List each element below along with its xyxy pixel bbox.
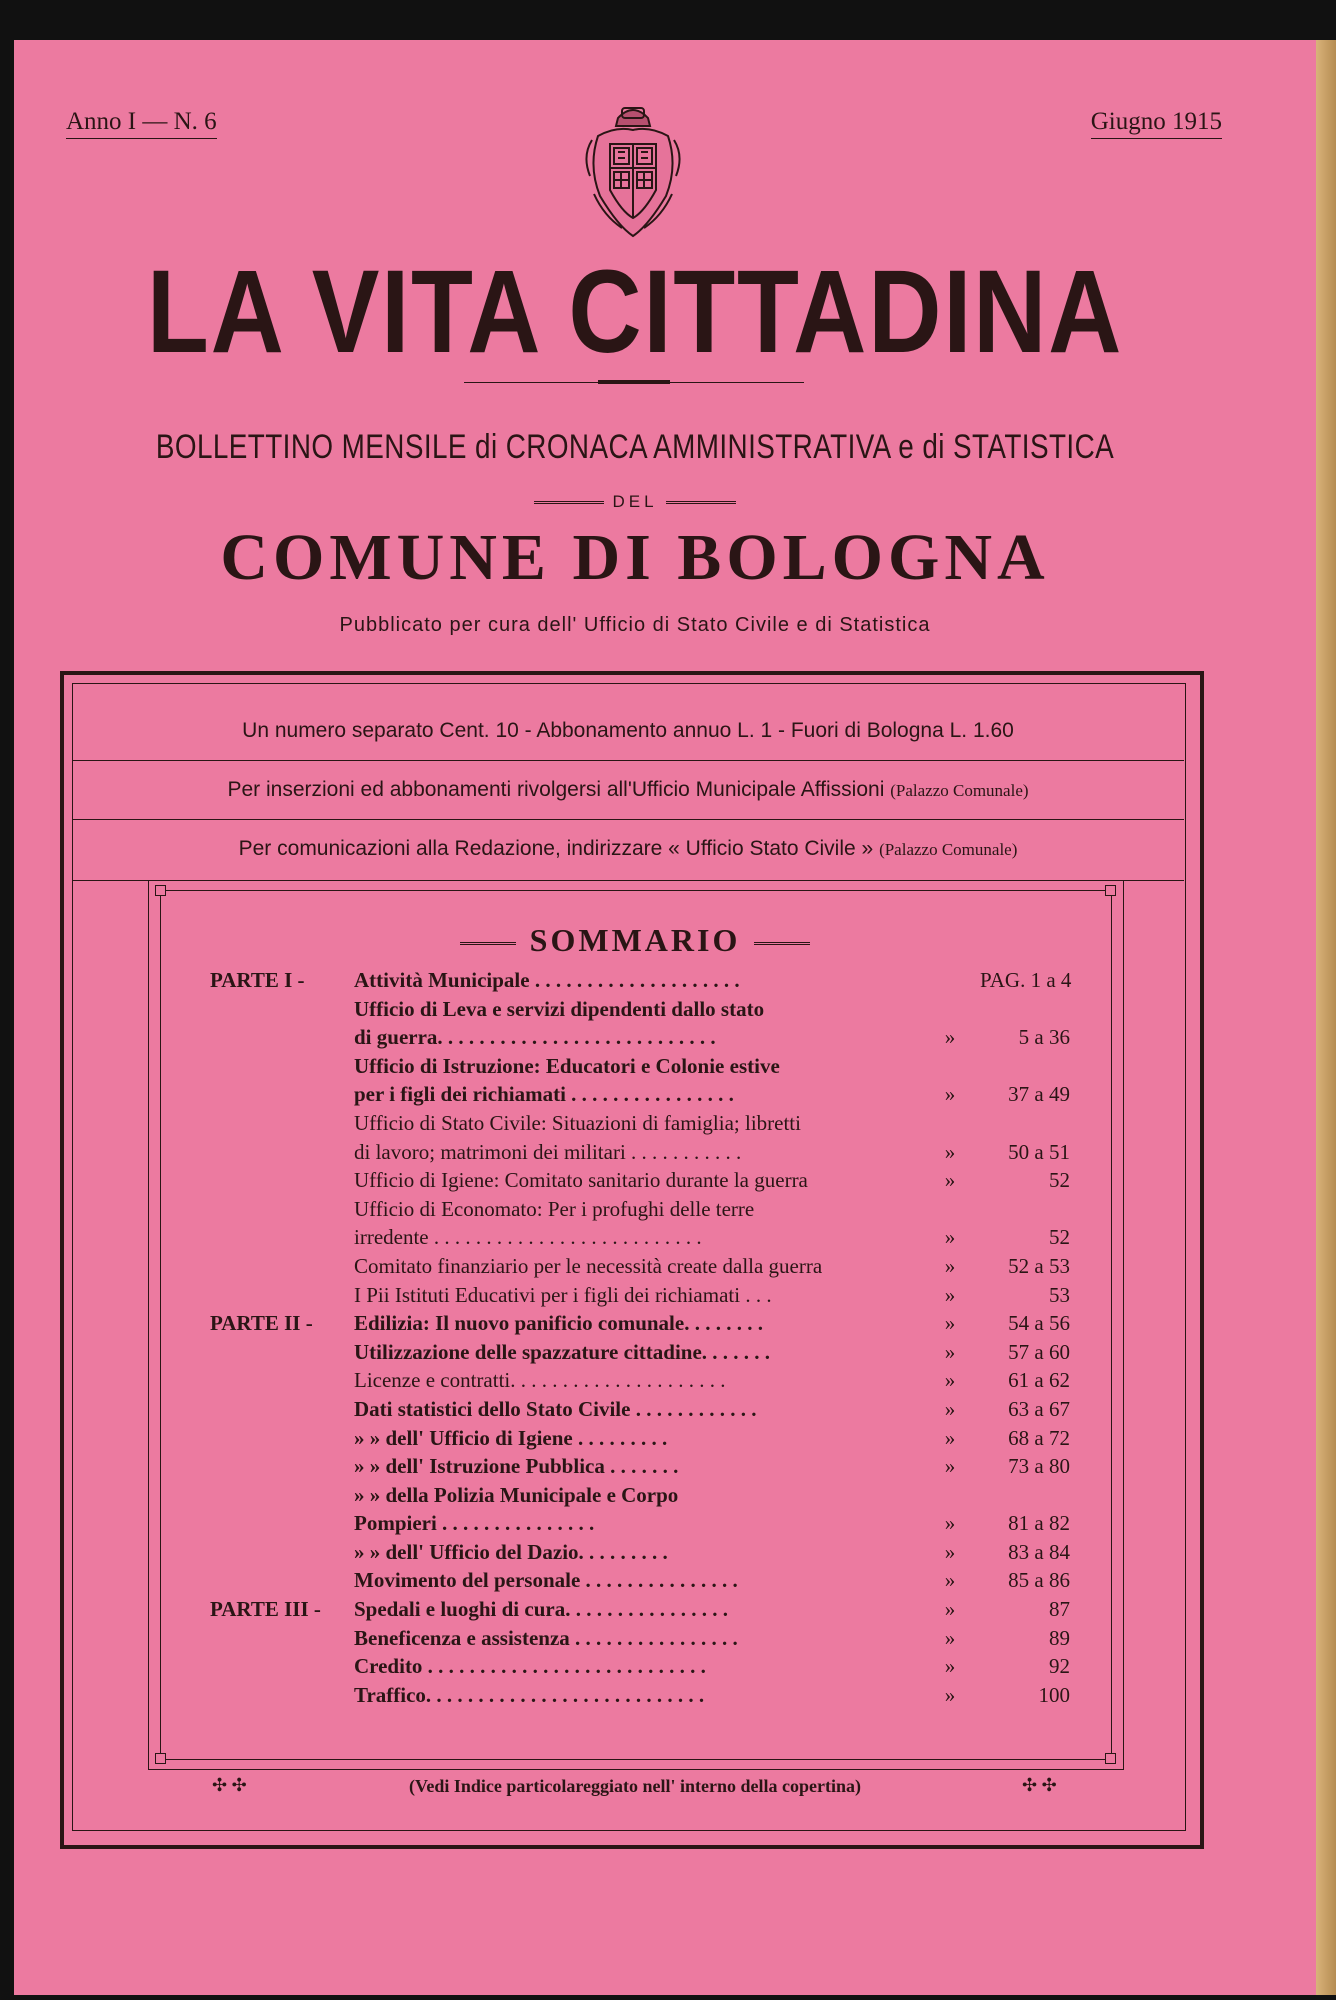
toc-pages: PAG. 1 a 4 (980, 968, 1072, 992)
info-redazione (72, 820, 1184, 878)
toc-entry: Movimento del personale . . . . . . . . . . . . . . . (354, 1568, 738, 1593)
toc-part: PARTE I - (210, 968, 305, 992)
toc-mark: » (944, 1139, 956, 1164)
toc-pages: 5 a 36 (1018, 1025, 1070, 1050)
toc-mark: » (944, 1082, 956, 1107)
toc-entry: Dati statistici dello Stato Civile . . . . . . . . . . . . (354, 1396, 757, 1421)
corner-square (155, 885, 166, 896)
masthead-title: LA VITA CITTADINA (146, 246, 1124, 378)
info-prices (72, 702, 1184, 761)
bologna-coat-of-arms-icon (578, 96, 688, 242)
toc-row (210, 1052, 1070, 1081)
toc-entry: Ufficio di Economato: Per i profughi delle terre (354, 1196, 755, 1221)
toc-row (210, 1223, 1070, 1252)
masthead-subtitle: BOLLETTINO MENSILE di CRONACA AMMINISTRATIVA e di STATISTICA (155, 428, 1115, 466)
toc-row (210, 1424, 1070, 1453)
toc-pages: 83 a 84 (1008, 1539, 1070, 1564)
toc-row (210, 1338, 1070, 1367)
toc-mark: » (944, 1253, 956, 1278)
toc-mark: » (944, 1225, 956, 1250)
toc-pages: 50 a 51 (1008, 1139, 1070, 1164)
corner-square (1105, 885, 1116, 896)
toc-row (210, 1138, 1070, 1167)
toc-entry: Pompieri . . . . . . . . . . . . . . . (354, 1511, 595, 1536)
toc-pages: 54 a 56 (1008, 1311, 1070, 1336)
toc-entry: Utilizzazione delle spazzature cittadine. . . . . . . (354, 1339, 771, 1364)
toc-row (210, 1309, 1070, 1338)
toc-pages: 37 a 49 (1008, 1082, 1070, 1107)
toc-row (210, 1652, 1070, 1681)
toc-entry: Edilizia: Il nuovo panificio comunale. . . . . . . . (354, 1311, 763, 1336)
toc-row (210, 1395, 1070, 1424)
toc-entry: » » dell' Istruzione Pubblica . . . . . . . (354, 1454, 679, 1479)
toc-pages: 81 a 82 (1008, 1511, 1070, 1536)
toc-entry: » » dell' Ufficio del Dazio. . . . . . . . . (354, 1539, 668, 1564)
inserzioni-note: (Palazzo Comunale) (890, 781, 1029, 800)
toc-pages: 89 (1049, 1625, 1070, 1650)
toc-mark: » (944, 1396, 956, 1421)
toc-entry: irredente . . . . . . . . . . . . . . . . . . . . . . . . . . (354, 1225, 702, 1250)
toc-pages: 52 (1049, 1225, 1070, 1250)
toc-pages: 87 (1049, 1597, 1070, 1622)
toc-row (210, 1366, 1070, 1395)
toc-pages: 52 (1049, 1168, 1070, 1193)
issue-number: Anno I — N. 6 (66, 108, 217, 139)
toc-pages: 61 a 62 (1008, 1368, 1070, 1393)
toc-pages: 68 a 72 (1008, 1425, 1070, 1450)
toc-row (210, 1166, 1070, 1195)
toc-mark: » (944, 1282, 956, 1307)
toc-row (210, 1481, 1070, 1510)
toc-mark: » (944, 1168, 956, 1193)
toc-entry: Spedali e luoghi di cura. . . . . . . . . . . . . . . . (354, 1597, 728, 1622)
toc-mark: » (944, 1539, 956, 1564)
toc-entry: Beneficenza e assistenza . . . . . . . . . . . . . . . . (354, 1625, 738, 1650)
toc-pages: 73 a 80 (1008, 1454, 1070, 1479)
toc-row (210, 1080, 1070, 1109)
comune-title: COMUNE DI BOLOGNA (220, 521, 1050, 594)
toc-entry: Ufficio di Igiene: Comitato sanitario durante la guerra (354, 1168, 808, 1193)
sommario-title: SOMMARIO (529, 922, 741, 958)
toc-mark: » (944, 1339, 956, 1364)
table-of-contents (210, 966, 1070, 1709)
toc-entry: I Pii Istituti Educativi per i figli dei richiamati . . . (354, 1282, 772, 1307)
toc-row (210, 1195, 1070, 1224)
toc-entry: Licenze e contratti. . . . . . . . . . . . . . . . . . . . . (354, 1368, 726, 1393)
toc-row (210, 1109, 1070, 1138)
toc-pages: 63 a 67 (1008, 1396, 1070, 1421)
toc-mark: » (944, 1682, 956, 1707)
issue-date: Giugno 1915 (1091, 108, 1222, 139)
toc-entry: di guerra. . . . . . . . . . . . . . . . . . . . . . . . . . . (354, 1025, 716, 1050)
toc-part: PARTE III - (210, 1597, 321, 1622)
toc-pages: 85 a 86 (1008, 1568, 1070, 1593)
corner-square (1105, 1753, 1116, 1764)
info-inserzioni (72, 761, 1184, 820)
toc-entry: Comitato finanziario per le necessità create dalla guerra (354, 1253, 823, 1278)
toc-pages: 52 a 53 (1008, 1253, 1070, 1278)
toc-row (210, 1281, 1070, 1310)
toc-entry: Ufficio di Istruzione: Educatori e Colonie estive (354, 1053, 780, 1078)
del-label: DEL (612, 492, 658, 511)
toc-row (210, 1452, 1070, 1481)
toc-entry: » » della Polizia Municipale e Corpo (354, 1482, 679, 1507)
toc-mark: » (944, 1597, 956, 1622)
toc-entry: Attività Municipale . . . . . . . . . . . . . . . . . . . . (354, 968, 740, 992)
redazione-note: (Palazzo Comunale) (879, 840, 1018, 859)
toc-row (210, 966, 1070, 995)
sommario-heading (0, 922, 1270, 959)
toc-pages: 92 (1049, 1654, 1070, 1679)
toc-entry: per i figli dei richiamati . . . . . . . . . . . . . . . . (354, 1082, 734, 1107)
toc-row (210, 1023, 1070, 1052)
toc-row (210, 1538, 1070, 1567)
toc-row (210, 1509, 1070, 1538)
toc-entry: » » dell' Ufficio di Igiene . . . . . . . . . (354, 1425, 668, 1450)
toc-mark: » (944, 1654, 956, 1679)
toc-row (210, 1681, 1070, 1710)
toc-mark: » (944, 1568, 956, 1593)
toc-mark: » (944, 1454, 956, 1479)
toc-mark: » (944, 1311, 956, 1336)
inserzioni-text: Per inserzioni ed abbonamenti rivolgersi all'Ufficio Municipale Affissioni (227, 778, 885, 801)
toc-mark: » (944, 1511, 956, 1536)
toc-row (210, 995, 1070, 1024)
title-rule-accent (598, 380, 670, 384)
toc-entry: Credito . . . . . . . . . . . . . . . . . . . . . . . . . . . (354, 1654, 706, 1679)
ornament-left: ✣ ✣ (212, 1775, 247, 1795)
footer-note: (Vedi Indice particolareggiato nell' interno della copertina) (409, 1776, 861, 1796)
toc-pages: 100 (1038, 1682, 1070, 1707)
toc-row (210, 1624, 1070, 1653)
toc-mark: » (944, 1025, 956, 1050)
corner-square (155, 1753, 166, 1764)
toc-part: PARTE II - (210, 1311, 313, 1336)
toc-entry: Traffico. . . . . . . . . . . . . . . . . . . . . . . . . . . (354, 1682, 705, 1707)
toc-pages: 57 a 60 (1008, 1339, 1070, 1364)
toc-row (210, 1252, 1070, 1281)
toc-mark: » (944, 1425, 956, 1450)
redazione-text: Per comunicazioni alla Redazione, indirizzare « Ufficio Stato Civile » (238, 837, 874, 860)
del-line (0, 492, 1270, 512)
toc-entry: Ufficio di Leva e servizi dipendenti dallo stato (354, 996, 765, 1021)
binding-spine (1316, 40, 1336, 1995)
published-by: Pubblicato per cura dell' Ufficio di Stato Civile e di Statistica (339, 614, 931, 636)
toc-pages: 53 (1049, 1282, 1070, 1307)
toc-entry: Ufficio di Stato Civile: Situazioni di famiglia; libretti (354, 1110, 801, 1135)
toc-mark: » (944, 1625, 956, 1650)
toc-entry: di lavoro; matrimoni dei militari . . . . . . . . . . . (354, 1139, 742, 1164)
ornament-right: ✣ ✣ (1022, 1775, 1057, 1795)
toc-mark: » (944, 1368, 956, 1393)
prices-text: Un numero separato Cent. 10 - Abbonamento annuo L. 1 - Fuori di Bologna L. 1.60 (242, 719, 1014, 742)
toc-row (210, 1566, 1070, 1595)
toc-row (210, 1595, 1070, 1624)
